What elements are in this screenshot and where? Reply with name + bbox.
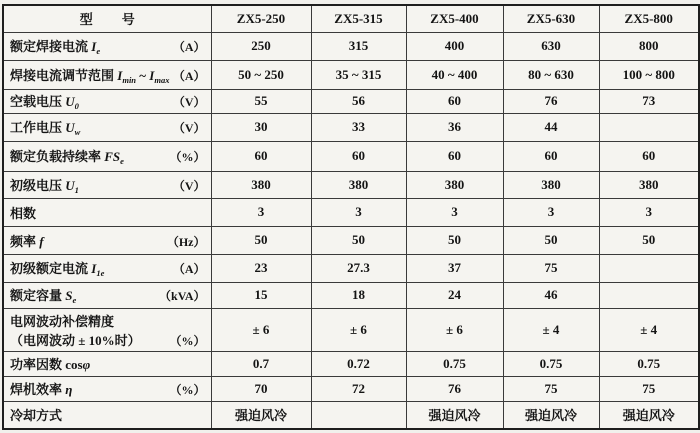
value-cell: 50 (211, 226, 311, 254)
value-cell: 36 (406, 113, 503, 141)
value-cell: 30 (211, 113, 311, 141)
value-cell: 37 (406, 254, 503, 282)
value-cell: 50 (503, 226, 599, 254)
value-cell: 60 (211, 141, 311, 171)
value-cell: 15 (211, 282, 311, 308)
unit-label: （%） (169, 333, 206, 348)
table-row-grid-fluctuation-compensation-accuracy (3, 308, 699, 351)
value-cell: 60 (503, 141, 599, 171)
row-label: 工作电压 $U_w$ (10, 120, 81, 137)
value-cell: 强迫风冷 (211, 401, 311, 429)
value-cell: 0.75 (503, 351, 599, 376)
value-cell: 60 (311, 141, 406, 171)
table-row-working-voltage (3, 113, 699, 141)
table-row-welding-current-adjust-range (3, 60, 699, 89)
row-label-cell (3, 141, 211, 171)
value-cell: ± 4 (599, 308, 699, 351)
value-cell: 75 (599, 376, 699, 401)
row-label: 焊接电流调节范围 $I_{min}$ ~ $I_{max}$ (10, 67, 170, 85)
value-cell: 250 (211, 32, 311, 60)
unit-label: （%） (169, 150, 206, 164)
row-label-cell (3, 60, 211, 89)
value-cell: 630 (503, 32, 599, 60)
model-header-cell: ZX5-630 (503, 5, 599, 32)
value-cell (599, 254, 699, 282)
spec-table (2, 4, 700, 430)
unit-label: （kVA） (159, 289, 206, 303)
value-cell: 380 (406, 171, 503, 198)
value-cell: 50 (311, 226, 406, 254)
value-cell: ± 6 (311, 308, 406, 351)
value-cell: 35 ~ 315 (311, 60, 406, 89)
value-cell (599, 282, 699, 308)
value-cell: 72 (311, 376, 406, 401)
model-header-cell: ZX5-250 (211, 5, 311, 32)
row-label-cell (3, 171, 211, 198)
value-cell: 0.75 (406, 351, 503, 376)
unit-label: （A） (172, 262, 206, 276)
value-cell: ± 4 (503, 308, 599, 351)
value-cell: 3 (211, 198, 311, 226)
value-cell: 73 (599, 89, 699, 113)
unit-label: （V） (172, 95, 206, 109)
value-cell: 50 ~ 250 (211, 60, 311, 89)
value-cell: 56 (311, 89, 406, 113)
value-cell: 380 (503, 171, 599, 198)
value-cell: 24 (406, 282, 503, 308)
row-label-cell (3, 32, 211, 60)
value-cell: 380 (211, 171, 311, 198)
value-cell: 23 (211, 254, 311, 282)
model-header-cell: ZX5-400 (406, 5, 503, 32)
row-label: 冷却方式 (10, 408, 63, 424)
row-label-cell (3, 113, 211, 141)
value-cell: 55 (211, 89, 311, 113)
value-cell: 60 (406, 89, 503, 113)
value-cell: 44 (503, 113, 599, 141)
value-cell: 46 (503, 282, 599, 308)
row-label: 额定负载持续率 $FS_e$ (10, 149, 124, 166)
value-cell: 400 (406, 32, 503, 60)
table-row-rated-duty-cycle (3, 141, 699, 171)
value-cell: 76 (503, 89, 599, 113)
value-cell: 3 (311, 198, 406, 226)
value-cell: 70 (211, 376, 311, 401)
model-row-label-cell (3, 5, 211, 32)
value-cell: 40 ~ 400 (406, 60, 503, 89)
value-cell: 强迫风冷 (406, 401, 503, 429)
table-row-phase-number (3, 198, 699, 226)
unit-label: （A） (172, 40, 206, 54)
value-cell: ± 6 (211, 308, 311, 351)
row-label-cell (3, 254, 211, 282)
value-cell: 60 (599, 141, 699, 171)
row-label-cell (3, 226, 211, 254)
value-cell: 3 (406, 198, 503, 226)
row-label: 额定容量 $S_e$ (10, 288, 77, 305)
value-cell: 强迫风冷 (599, 401, 699, 429)
table-row-power-factor (3, 351, 699, 376)
row-label: 功率因数 cosφ (10, 357, 91, 372)
table-row-cooling-method (3, 401, 699, 429)
row-label-cell (3, 282, 211, 308)
value-cell: 50 (406, 226, 503, 254)
row-label: 额定焊接电流 $I_e$ (10, 39, 101, 56)
table-row-no-load-voltage (3, 89, 699, 113)
unit-label: （Hz） (166, 234, 206, 249)
table-row-rated-welding-current (3, 32, 699, 60)
value-cell: 3 (503, 198, 599, 226)
value-cell: 33 (311, 113, 406, 141)
value-cell: 0.75 (599, 351, 699, 376)
table-header-row (3, 5, 699, 32)
row-label: 初级电压 $U_1$ (10, 177, 79, 195)
value-cell: 380 (599, 171, 699, 198)
value-cell: 50 (599, 226, 699, 254)
value-cell: 60 (406, 141, 503, 171)
table-row-primary-voltage (3, 171, 699, 198)
row-label-cell (3, 351, 211, 376)
row-label: （电网波动 ± 10%时） (10, 332, 141, 348)
table-row-frequency (3, 226, 699, 254)
unit-label: （V） (172, 178, 206, 193)
value-cell: 75 (503, 376, 599, 401)
table-row-welder-efficiency (3, 376, 699, 401)
row-label: 相数 (10, 205, 37, 221)
value-cell: 18 (311, 282, 406, 308)
model-header-cell: ZX5-315 (311, 5, 406, 32)
row-label-line1: 电网波动补偿精度 (10, 313, 115, 329)
row-label-line2 (10, 330, 206, 349)
unit-label: （%） (169, 383, 206, 397)
model-header-cell: ZX5-800 (599, 5, 699, 32)
value-cell: 3 (599, 198, 699, 226)
model-row-label: 型 号 (79, 12, 136, 28)
value-cell: 315 (311, 32, 406, 60)
row-label-cell (3, 89, 211, 113)
table-row-rated-capacity (3, 282, 699, 308)
spec-table-body (3, 5, 699, 429)
row-label: 频率 f (10, 233, 44, 249)
unit-label: （V） (172, 121, 206, 135)
unit-label: （A） (172, 68, 206, 83)
value-cell: 800 (599, 32, 699, 60)
value-cell: 0.72 (311, 351, 406, 376)
row-label: 焊机效率 η (10, 382, 73, 397)
value-cell (599, 113, 699, 141)
row-label: 初级额定电流 $I_{1e}$ (10, 261, 105, 278)
value-cell: ± 6 (406, 308, 503, 351)
row-label-cell (3, 308, 211, 351)
row-label-cell (3, 198, 211, 226)
row-label-cell (3, 401, 211, 429)
value-cell (311, 401, 406, 429)
row-label: 空载电压 $U_0$ (10, 94, 79, 111)
value-cell: 强迫风冷 (503, 401, 599, 429)
value-cell: 0.7 (211, 351, 311, 376)
row-label-cell (3, 376, 211, 401)
value-cell: 75 (503, 254, 599, 282)
value-cell: 76 (406, 376, 503, 401)
value-cell: 100 ~ 800 (599, 60, 699, 89)
value-cell: 80 ~ 630 (503, 60, 599, 89)
table-row-primary-rated-current (3, 254, 699, 282)
value-cell: 27.3 (311, 254, 406, 282)
value-cell: 380 (311, 171, 406, 198)
